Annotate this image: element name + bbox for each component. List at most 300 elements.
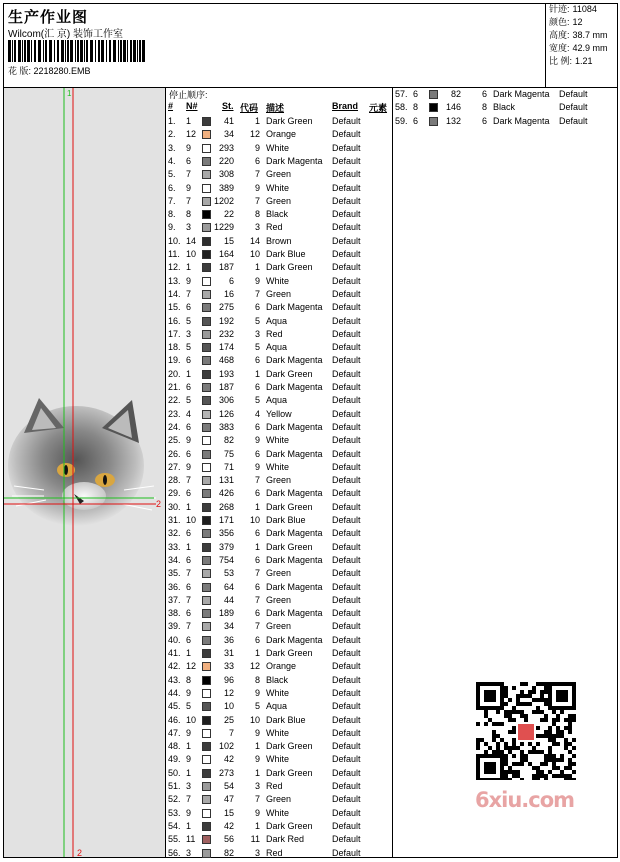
stop-index: 16. bbox=[168, 315, 181, 326]
stitch-count: 132 bbox=[445, 115, 461, 126]
color-swatch bbox=[202, 689, 211, 698]
needle-number: 3 bbox=[186, 781, 192, 791]
needle-number: 7 bbox=[186, 475, 192, 486]
stop-row bbox=[166, 820, 391, 833]
thread-brand: Default bbox=[332, 594, 361, 605]
stop-index: 52. bbox=[168, 794, 181, 805]
watermark-logo: 6xiu.com bbox=[475, 788, 575, 812]
color-code: 6 bbox=[254, 155, 260, 166]
stitch-count: 468 bbox=[218, 355, 234, 366]
color-code: 6 bbox=[481, 115, 487, 126]
design-preview bbox=[4, 88, 166, 857]
stitch-count: 379 bbox=[218, 541, 234, 552]
color-description: Aqua bbox=[266, 395, 288, 406]
stop-row bbox=[166, 448, 391, 461]
color-description: Dark Blue bbox=[266, 714, 306, 725]
stop-row bbox=[166, 168, 391, 181]
thread-brand: Default bbox=[332, 116, 361, 126]
color-description: White bbox=[266, 142, 290, 153]
stop-index: 13. bbox=[168, 275, 181, 286]
color-swatch bbox=[202, 436, 211, 445]
stop-index: 51. bbox=[168, 781, 181, 791]
color-code: 7 bbox=[254, 288, 260, 299]
stop-row bbox=[166, 687, 391, 700]
color-description: Dark Green bbox=[266, 820, 313, 831]
color-code: 11 bbox=[250, 834, 260, 845]
thread-brand: Default bbox=[332, 581, 361, 592]
color-description: Dark Magenta bbox=[266, 355, 323, 366]
stop-index: 17. bbox=[168, 328, 181, 339]
color-code: 1 bbox=[254, 741, 260, 752]
stop-row bbox=[166, 793, 391, 806]
color-swatch bbox=[202, 197, 211, 206]
stitch-count: 273 bbox=[218, 767, 234, 778]
stop-index: 37. bbox=[168, 594, 181, 605]
color-description: Dark Green bbox=[266, 501, 313, 512]
barcode bbox=[8, 40, 148, 62]
stop-row bbox=[166, 581, 391, 594]
color-description: Aqua bbox=[266, 701, 288, 712]
stitch-count: 82 bbox=[223, 435, 234, 446]
color-swatch bbox=[202, 636, 211, 645]
stop-row bbox=[166, 408, 391, 421]
thread-brand: Default bbox=[332, 328, 361, 339]
thread-brand: Default bbox=[332, 262, 361, 273]
stitch-count: 187 bbox=[218, 262, 234, 273]
stitch-count: 71 bbox=[223, 461, 234, 472]
thread-brand: Default bbox=[332, 475, 361, 486]
stitch-count: 356 bbox=[218, 528, 234, 539]
stop-index: 35. bbox=[168, 568, 181, 579]
stop-row bbox=[166, 368, 391, 381]
stitch-count: 6 bbox=[228, 275, 234, 286]
stop-sequence-title: 停止顺序: bbox=[169, 90, 208, 100]
thread-brand: Default bbox=[559, 102, 588, 113]
color-swatch bbox=[202, 184, 211, 193]
stop-row bbox=[166, 142, 391, 155]
stop-index: 2. bbox=[168, 129, 176, 140]
color-code: 9 bbox=[254, 727, 260, 738]
needle-number: 10 bbox=[186, 249, 197, 259]
thread-brand: Default bbox=[332, 687, 361, 698]
thread-brand: Default bbox=[332, 408, 361, 419]
needle-number: 1 bbox=[186, 262, 192, 273]
color-description: Brown bbox=[266, 235, 292, 246]
color-code: 7 bbox=[254, 621, 260, 632]
color-description: Dark Magenta bbox=[266, 302, 323, 313]
color-swatch bbox=[202, 755, 211, 764]
thread-brand: Default bbox=[332, 368, 361, 379]
stop-index: 31. bbox=[168, 515, 181, 525]
stop-row bbox=[166, 208, 391, 221]
needle-number: 6 bbox=[186, 448, 192, 459]
axis-y-label: 2 bbox=[77, 848, 83, 857]
color-swatch bbox=[202, 223, 211, 232]
color-code: 10 bbox=[249, 249, 260, 259]
needle-number: 7 bbox=[186, 621, 192, 632]
needle-number: 9 bbox=[186, 275, 192, 286]
stop-index: 30. bbox=[168, 501, 181, 512]
needle-number: 3 bbox=[186, 847, 192, 858]
stop-row bbox=[166, 660, 391, 673]
needle-number: 14 bbox=[186, 235, 197, 246]
needle-number: 6 bbox=[186, 355, 192, 366]
stitch-count: 36 bbox=[223, 634, 234, 645]
thread-brand: Default bbox=[332, 781, 361, 791]
thread-brand: Default bbox=[332, 634, 361, 645]
stop-row bbox=[166, 767, 391, 780]
col-stitches: St. bbox=[222, 101, 234, 111]
needle-number: 6 bbox=[186, 382, 192, 392]
color-description: Dark Blue bbox=[266, 515, 306, 525]
needle-number: 6 bbox=[186, 155, 192, 166]
color-code: 7 bbox=[254, 794, 260, 805]
info-label: 比 例: bbox=[549, 56, 573, 66]
pattern-filename: 花 版: 2218280.EMB bbox=[8, 66, 91, 76]
color-description: White bbox=[266, 807, 290, 818]
color-swatch bbox=[202, 117, 211, 126]
needle-number: 9 bbox=[186, 435, 192, 446]
color-description: Dark Blue bbox=[266, 249, 306, 259]
color-swatch bbox=[202, 277, 211, 286]
color-description: Dark Green bbox=[266, 648, 313, 658]
color-swatch bbox=[202, 769, 211, 778]
color-swatch bbox=[202, 343, 211, 352]
stop-row bbox=[166, 235, 391, 248]
stop-row bbox=[166, 807, 391, 820]
color-code: 1 bbox=[254, 368, 260, 379]
color-swatch bbox=[202, 822, 211, 831]
thread-brand: Default bbox=[332, 794, 361, 805]
color-code: 6 bbox=[481, 89, 487, 99]
color-code: 1 bbox=[254, 648, 260, 658]
color-swatch bbox=[202, 290, 211, 299]
color-code: 1 bbox=[254, 767, 260, 778]
color-code: 9 bbox=[254, 142, 260, 153]
stop-index: 22. bbox=[168, 395, 181, 406]
thread-brand: Default bbox=[332, 182, 361, 193]
needle-number: 8 bbox=[413, 102, 419, 113]
thread-brand: Default bbox=[332, 767, 361, 778]
color-swatch bbox=[202, 170, 211, 179]
info-label: 针迹: bbox=[549, 4, 570, 14]
color-description: Dark Magenta bbox=[266, 155, 323, 166]
thread-brand: Default bbox=[332, 568, 361, 579]
stop-index: 14. bbox=[168, 288, 181, 299]
thread-brand: Default bbox=[332, 701, 361, 712]
color-swatch bbox=[202, 157, 211, 166]
stop-row bbox=[166, 461, 391, 474]
info-label: 颜色: bbox=[549, 17, 570, 27]
thread-brand: Default bbox=[332, 302, 361, 313]
stop-row bbox=[166, 514, 391, 527]
needle-number: 10 bbox=[186, 714, 197, 725]
stop-index: 58. bbox=[395, 102, 408, 113]
color-description: Green bbox=[266, 288, 292, 299]
stitch-count: 174 bbox=[218, 342, 234, 353]
color-swatch bbox=[202, 609, 211, 618]
needle-number: 3 bbox=[186, 222, 192, 233]
color-swatch bbox=[202, 543, 211, 552]
color-swatch bbox=[202, 383, 211, 392]
color-swatch bbox=[202, 144, 211, 153]
color-description: Dark Green bbox=[266, 741, 313, 752]
stop-index: 26. bbox=[168, 448, 181, 459]
stitch-count: 1229 bbox=[213, 222, 234, 233]
color-swatch bbox=[429, 117, 438, 126]
stop-row bbox=[393, 115, 618, 128]
stitch-count: 754 bbox=[218, 554, 234, 565]
stop-row bbox=[166, 341, 391, 354]
stitch-count: 22 bbox=[223, 209, 234, 220]
stop-row bbox=[166, 288, 391, 301]
color-code: 6 bbox=[254, 448, 260, 459]
color-description: White bbox=[266, 275, 290, 286]
thread-brand: Default bbox=[332, 741, 361, 752]
stop-row bbox=[166, 620, 391, 633]
info-label: 高度: bbox=[549, 30, 570, 40]
stop-row bbox=[393, 101, 618, 114]
thread-brand: Default bbox=[332, 288, 361, 299]
color-code: 6 bbox=[254, 608, 260, 619]
color-description: Green bbox=[266, 621, 292, 632]
stop-row bbox=[166, 248, 391, 261]
color-code: 3 bbox=[254, 847, 260, 858]
color-description: Dark Magenta bbox=[493, 89, 550, 99]
color-swatch bbox=[202, 742, 211, 751]
needle-number: 1 bbox=[186, 116, 192, 126]
stitch-count: 16 bbox=[223, 288, 234, 299]
color-code: 9 bbox=[254, 182, 260, 193]
needle-number: 8 bbox=[186, 674, 192, 685]
color-swatch bbox=[202, 250, 211, 259]
stitch-count: 44 bbox=[223, 594, 234, 605]
color-code: 7 bbox=[254, 568, 260, 579]
needle-number: 6 bbox=[413, 89, 419, 99]
stop-row bbox=[166, 634, 391, 647]
color-swatch bbox=[429, 90, 438, 99]
color-swatch bbox=[202, 303, 211, 312]
color-description: Black bbox=[266, 674, 289, 685]
stitch-count: 306 bbox=[218, 395, 234, 406]
needle-number: 1 bbox=[186, 368, 192, 379]
color-description: Orange bbox=[266, 129, 297, 140]
stop-index: 34. bbox=[168, 554, 181, 565]
thread-brand: Default bbox=[332, 648, 361, 658]
thread-brand: Default bbox=[332, 235, 361, 246]
stitch-count: 10 bbox=[223, 701, 234, 712]
stitch-count: 41 bbox=[223, 116, 234, 126]
stop-row bbox=[166, 381, 391, 394]
stitch-count: 275 bbox=[218, 302, 234, 313]
needle-number: 6 bbox=[186, 608, 192, 619]
info-row bbox=[546, 16, 618, 29]
needle-number: 6 bbox=[186, 581, 192, 592]
stitch-count: 31 bbox=[223, 648, 234, 658]
stop-row bbox=[166, 421, 391, 434]
stop-index: 10. bbox=[168, 235, 181, 246]
color-swatch bbox=[202, 782, 211, 791]
stop-row bbox=[166, 354, 391, 367]
color-swatch bbox=[202, 130, 211, 139]
info-row bbox=[546, 3, 618, 16]
color-code: 1 bbox=[254, 541, 260, 552]
stop-index: 4. bbox=[168, 155, 176, 166]
info-value: 42.9 mm bbox=[572, 43, 608, 53]
color-swatch bbox=[202, 516, 211, 525]
stitch-count: 12 bbox=[223, 687, 234, 698]
stop-index: 42. bbox=[168, 661, 181, 672]
stitch-count: 42 bbox=[223, 754, 234, 765]
color-code: 5 bbox=[254, 315, 260, 326]
color-swatch bbox=[202, 583, 211, 592]
color-code: 6 bbox=[254, 554, 260, 565]
color-code: 6 bbox=[254, 382, 260, 392]
color-code: 9 bbox=[254, 754, 260, 765]
color-swatch bbox=[202, 423, 211, 432]
color-swatch bbox=[202, 716, 211, 725]
stop-index: 43. bbox=[168, 674, 181, 685]
stop-index: 12. bbox=[168, 262, 181, 273]
col-code: 代码 bbox=[240, 103, 259, 113]
thread-brand: Default bbox=[332, 435, 361, 446]
needle-number: 9 bbox=[186, 142, 192, 153]
color-description: Dark Magenta bbox=[266, 421, 323, 432]
color-code: 8 bbox=[481, 102, 487, 113]
needle-number: 7 bbox=[186, 594, 192, 605]
thread-brand: Default bbox=[332, 754, 361, 765]
stitch-count: 56 bbox=[223, 834, 234, 845]
needle-number: 6 bbox=[186, 528, 192, 539]
thread-brand: Default bbox=[332, 209, 361, 220]
thread-brand: Default bbox=[332, 834, 361, 845]
stitch-count: 389 bbox=[218, 182, 234, 193]
stitch-count: 47 bbox=[223, 794, 234, 805]
color-code: 6 bbox=[254, 488, 260, 499]
info-value: 11084 bbox=[572, 4, 597, 14]
stop-index: 29. bbox=[168, 488, 181, 499]
color-description: Dark Green bbox=[266, 116, 313, 126]
stop-row bbox=[166, 554, 391, 567]
qr-stamp bbox=[518, 724, 534, 740]
color-swatch bbox=[202, 476, 211, 485]
color-description: Dark Magenta bbox=[266, 488, 323, 499]
color-code: 6 bbox=[254, 581, 260, 592]
stitch-count: 15 bbox=[223, 807, 234, 818]
stop-row bbox=[166, 474, 391, 487]
color-description: Dark Magenta bbox=[266, 528, 323, 539]
color-swatch bbox=[202, 676, 211, 685]
stop-row bbox=[166, 674, 391, 687]
stop-row bbox=[166, 647, 391, 660]
color-code: 7 bbox=[254, 594, 260, 605]
color-description: White bbox=[266, 727, 290, 738]
stitch-count: 42 bbox=[223, 820, 234, 831]
color-description: Dark Green bbox=[266, 262, 313, 273]
stop-index: 47. bbox=[168, 727, 181, 738]
color-description: Dark Magenta bbox=[266, 634, 323, 645]
color-code: 7 bbox=[254, 169, 260, 180]
worksheet-title: 生产作业图 bbox=[8, 9, 89, 26]
color-code: 5 bbox=[254, 395, 260, 406]
stitch-count: 187 bbox=[218, 382, 234, 392]
color-description: Aqua bbox=[266, 342, 288, 353]
stitch-count: 171 bbox=[218, 515, 234, 525]
stop-index: 15. bbox=[168, 302, 181, 313]
color-code: 7 bbox=[254, 475, 260, 486]
color-description: Dark Green bbox=[266, 541, 313, 552]
preview-canvas bbox=[4, 88, 166, 857]
stitch-count: 308 bbox=[218, 169, 234, 180]
stitch-count: 126 bbox=[218, 408, 234, 419]
color-description: Dark Magenta bbox=[266, 608, 323, 619]
thread-brand: Default bbox=[332, 714, 361, 725]
color-description: Green bbox=[266, 195, 292, 206]
color-description: Yellow bbox=[266, 408, 292, 419]
stop-row bbox=[166, 195, 391, 208]
needle-number: 6 bbox=[186, 634, 192, 645]
color-code: 12 bbox=[249, 129, 260, 140]
color-description: Dark Magenta bbox=[266, 581, 323, 592]
color-description: Green bbox=[266, 475, 292, 486]
stop-row bbox=[166, 780, 391, 793]
needle-number: 7 bbox=[186, 169, 192, 180]
thread-brand: Default bbox=[332, 515, 361, 525]
stop-index: 40. bbox=[168, 634, 181, 645]
thread-brand: Default bbox=[332, 355, 361, 366]
color-description: Red bbox=[266, 222, 283, 233]
thread-brand: Default bbox=[332, 342, 361, 353]
color-code: 5 bbox=[254, 342, 260, 353]
color-code: 1 bbox=[254, 820, 260, 831]
color-swatch bbox=[202, 463, 211, 472]
color-code: 12 bbox=[249, 661, 260, 672]
stitch-count: 192 bbox=[218, 315, 234, 326]
stop-index: 3. bbox=[168, 142, 176, 153]
stitch-count: 268 bbox=[218, 501, 234, 512]
color-swatch bbox=[202, 649, 211, 658]
info-row bbox=[546, 55, 618, 68]
stitch-count: 64 bbox=[223, 581, 234, 592]
stop-row bbox=[166, 434, 391, 447]
col-element: 元素 bbox=[369, 103, 388, 113]
color-code: 6 bbox=[254, 528, 260, 539]
thread-brand: Default bbox=[332, 847, 361, 858]
stop-index: 55. bbox=[168, 834, 181, 845]
color-code: 8 bbox=[254, 209, 260, 220]
stop-index: 19. bbox=[168, 355, 181, 366]
stitch-count: 131 bbox=[218, 475, 234, 486]
needle-number: 1 bbox=[186, 820, 192, 831]
stop-row bbox=[166, 328, 391, 341]
needle-number: 5 bbox=[186, 395, 192, 406]
stop-row bbox=[166, 128, 391, 141]
stop-index: 44. bbox=[168, 687, 181, 698]
stop-row bbox=[166, 155, 391, 168]
needle-number: 11 bbox=[186, 834, 196, 845]
col-needle: N# bbox=[186, 101, 198, 111]
stop-index: 18. bbox=[168, 342, 181, 353]
color-description: Orange bbox=[266, 661, 297, 672]
color-description: Dark Green bbox=[266, 368, 313, 379]
thread-brand: Default bbox=[332, 461, 361, 472]
needle-number: 6 bbox=[186, 421, 192, 432]
thread-brand: Default bbox=[332, 528, 361, 539]
stop-row bbox=[166, 740, 391, 753]
color-description: Dark Green bbox=[266, 767, 313, 778]
stop-index: 25. bbox=[168, 435, 181, 446]
color-code: 8 bbox=[254, 674, 260, 685]
